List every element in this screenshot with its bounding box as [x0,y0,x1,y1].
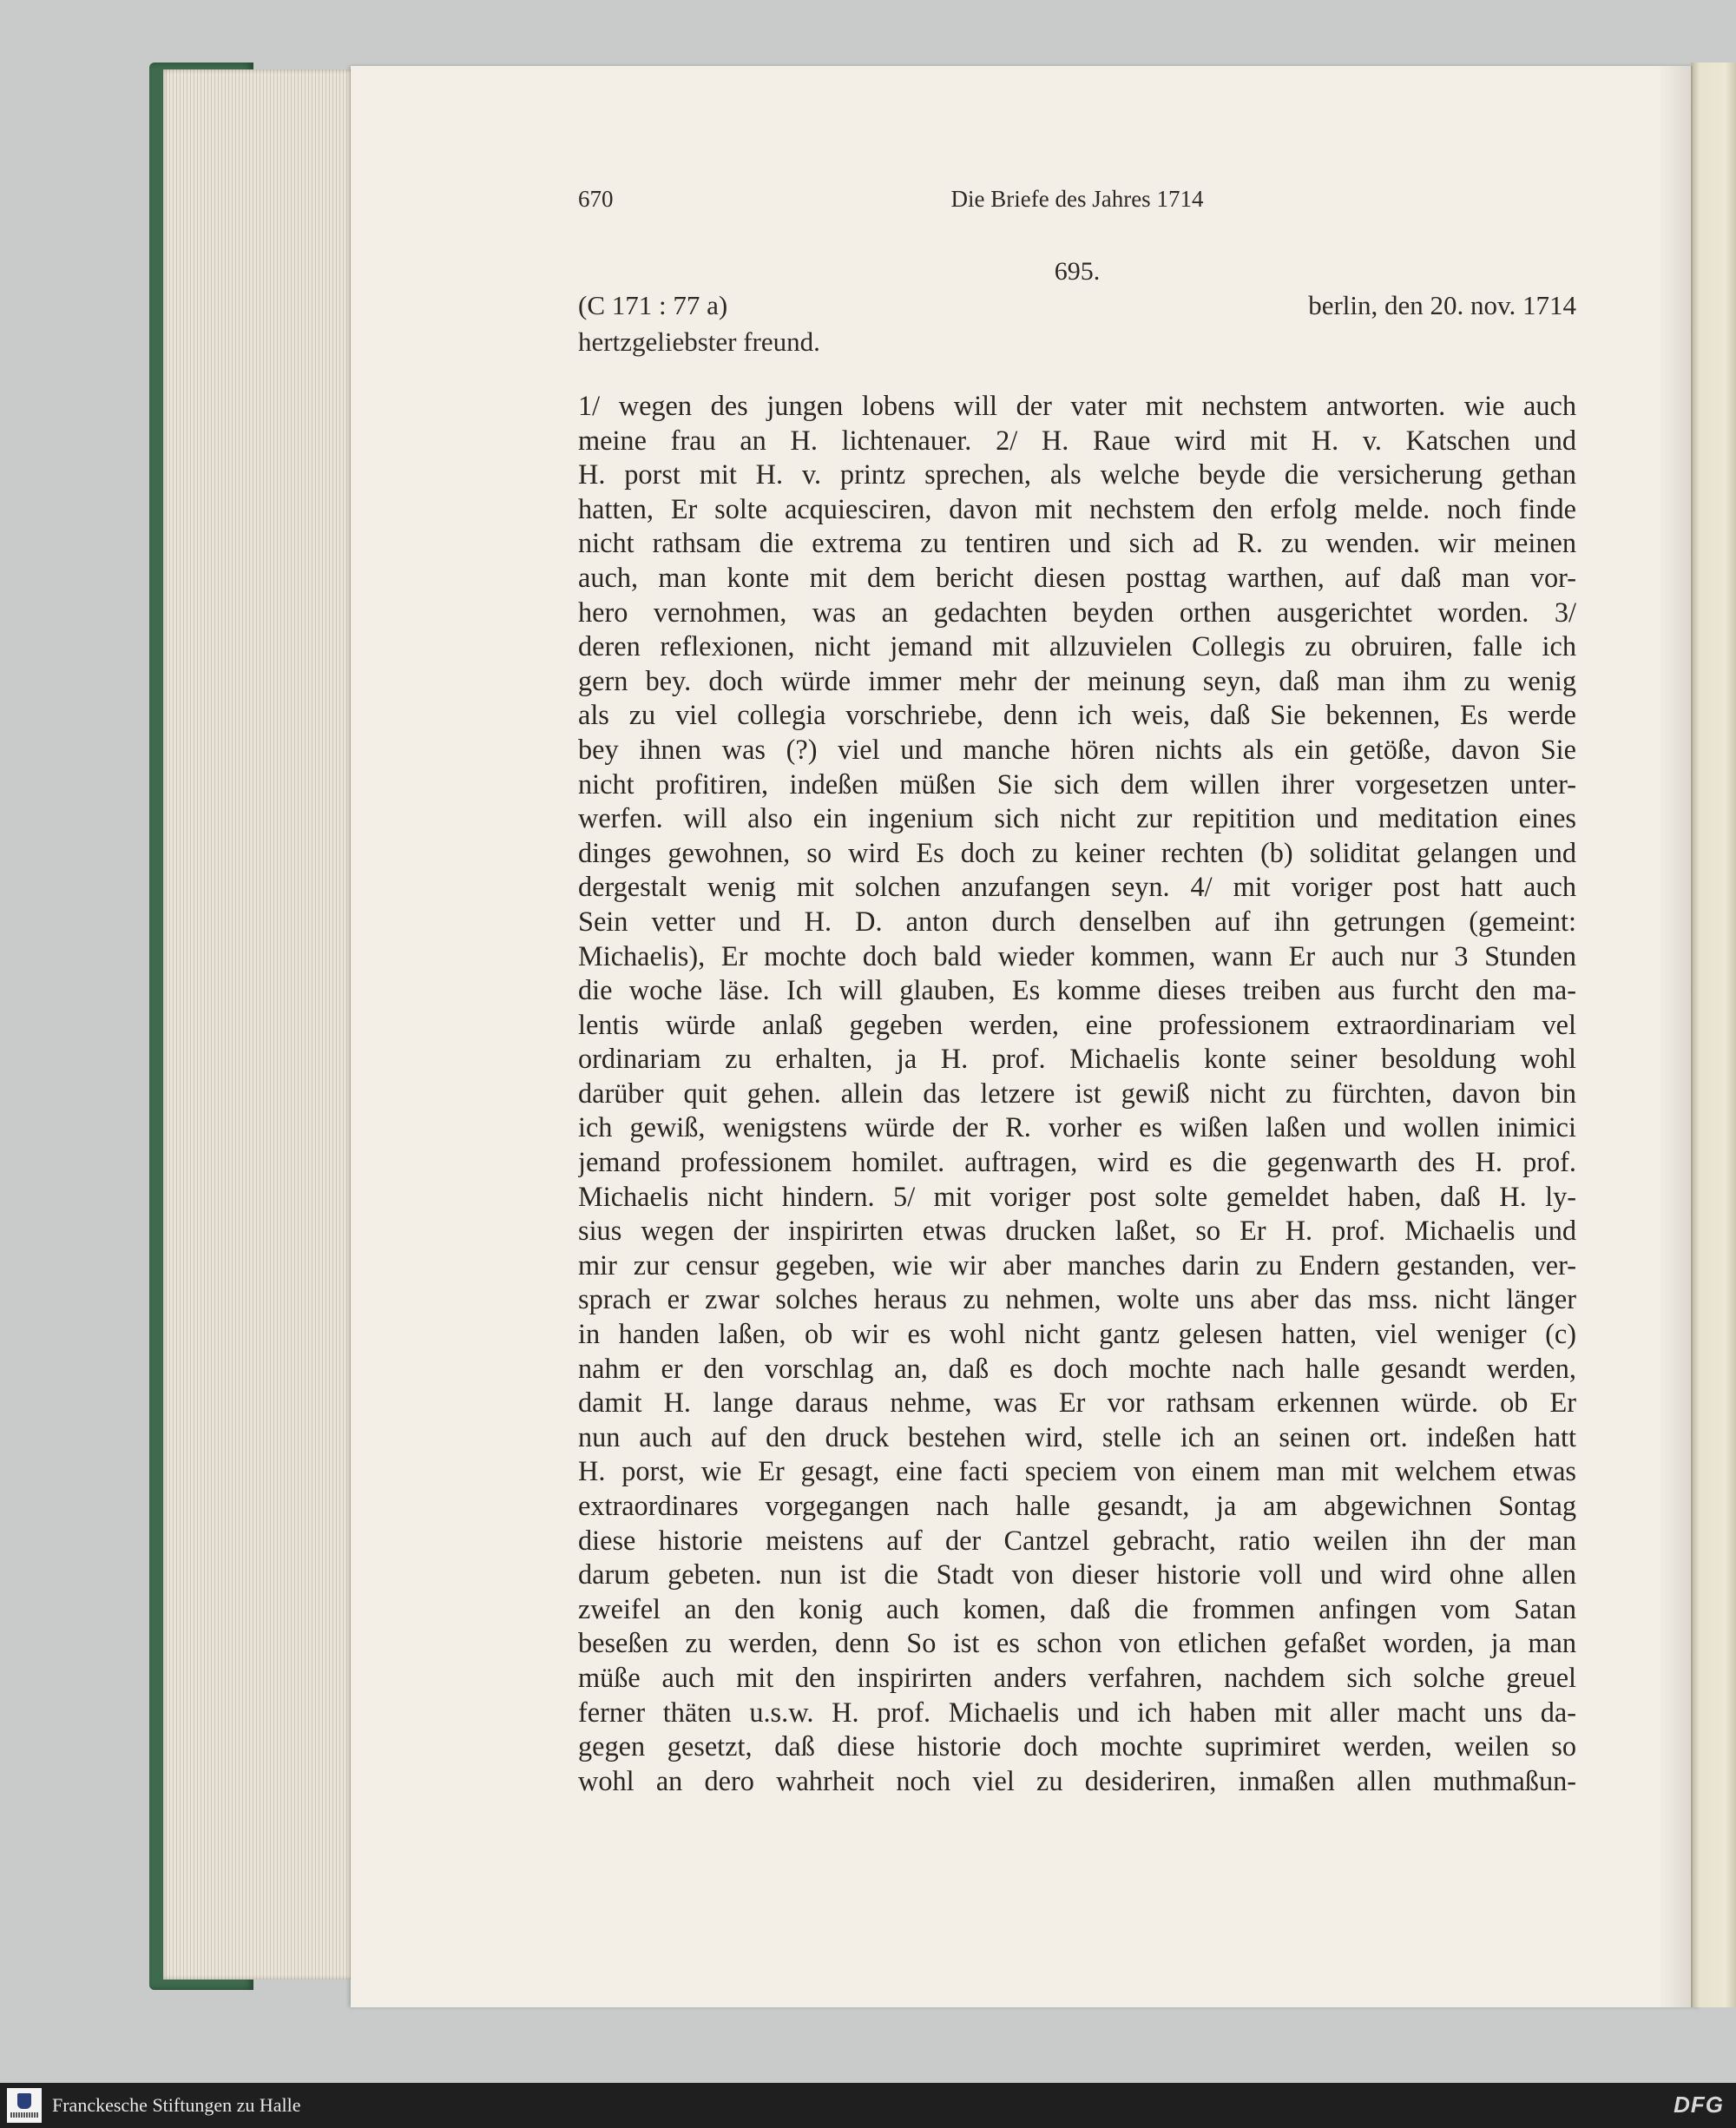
body-line: wohl an dero wahrheit noch viel zu desideriren, inmaßen allen muthmaßun- [578,1764,1576,1796]
letter-body [578,389,1576,1798]
body-line: Michaelis), Er mochte doch bald wieder kommen, wann Er auch nur 3 Stunden [578,939,1576,972]
body-line: mir zur censur gegeben, wie wir aber manches darin zu Endern gestanden, ver- [578,1248,1576,1281]
body-line: ordinariam zu erhalten, ja H. prof. Michaelis konte seiner besoldung wohl [578,1043,1576,1075]
letter-meta [578,290,1576,328]
logo-emblem [17,2093,31,2109]
body-line: gern bey. doch würde immer mehr der meinung seyn, daß man ihm zu wenig [578,664,1576,696]
body-line: deren reflexionen, nicht jemand mit allzuvielen Collegis zu obruiren, falle ich [578,630,1576,662]
body-line: meine frau an H. lichtenauer. 2/ H. Raue wird mit H. v. Katschen und [578,424,1576,456]
body-line: bey ihnen was (?) viel und manche hören nichts als ein getöße, davon Sie [578,733,1576,765]
page-edges [163,69,363,1980]
body-line: nun auch auf den druck bestehen wird, stelle ich an seinen ort. indeßen hatt [578,1420,1576,1453]
body-line: Michaelis nicht hindern. 5/ mit voriger post solte gemeldet haben, daß H. ly- [578,1180,1576,1212]
body-line: als zu viel collegia vorschriebe, denn ich weis, daß Sie bekennen, Es werde [578,699,1576,731]
facing-page-edge [1691,63,1736,2007]
body-line: ich gewiß, wenigstens würde der R. vorher es wißen laßen und wollen inimici [578,1111,1576,1143]
body-line: auch, man konte mit dem bericht diesen posttag warthen, auf daß man vor- [578,561,1576,593]
body-line: zweifel an den konig auch komen, daß die frommen anfingen vom Satan [578,1592,1576,1624]
francke-logo-icon [7,2088,42,2123]
body-line: lentis würde anlaß gegeben werden, eine professionem extraordinariam vel [578,1008,1576,1040]
body-line: nicht profitiren, indeßen müßen Sie sich dem willen ihrer vorgesetzen unter- [578,768,1576,800]
body-line: hero vernohmen, was an gedachten beyden orthen ausgerichtet worden. 3/ [578,596,1576,628]
body-line: sprach er zwar solches heraus zu nehmen, wolte uns aber das mss. nicht länger [578,1283,1576,1315]
footer-bar [0,2083,1736,2128]
place-date: berlin, den 20. nov. 1714 [1308,290,1576,320]
body-line: extraordinares vorgegangen nach halle gesandt, ja am abgewichnen Sontag [578,1490,1576,1521]
body-line: dergestalt wenig mit solchen anzufangen seyn. 4/ mit voriger post hatt auch [578,871,1576,903]
body-line: sius wegen der inspirirten etwas drucken laßet, so Er H. prof. Michaelis und [578,1215,1576,1247]
running-title: Die Briefe des Jahres 1714 [950,186,1204,212]
body-line: in handen laßen, ob wir es wohl nicht gantz gelesen hatten, viel weniger (c) [578,1318,1576,1350]
body-line: diese historie meistens auf der Cantzel gebracht, ratio weilen ihn der man [578,1524,1576,1556]
body-line: hatten, Er solte acquiesciren, davon mit nechstem den erfolg melde. noch finde [578,492,1576,524]
body-line: H. porst mit H. v. printz sprechen, als welche beyde die versicherung gethan [578,458,1576,491]
body-line: darum gebeten. nun ist die Stadt von dieser historie voll und wird ohne allen [578,1558,1576,1591]
institution-name: Franckesche Stiftungen zu Halle [52,2094,301,2116]
body-line: damit H. lange daraus nehme, was Er vor rathsam erkennen würde. ob Er [578,1387,1576,1419]
body-line: gegen gesetzt, daß diese historie doch mochte suprimiret werden, weilen so [578,1730,1576,1762]
body-line: Sein vetter und H. D. anton durch denselben auf ihn getrungen (gemeint: [578,905,1576,937]
body-line: die woche läse. Ich will glauben, Es komme dieses treiben aus furcht den ma- [578,974,1576,1006]
body-line: ferner thäten u.s.w. H. prof. Michaelis und ich haben mit aller macht uns da- [578,1696,1576,1728]
body-line: beseßen zu werden, denn So ist es schon von etlichen gefaßet worden, ja man [578,1627,1576,1659]
body-line: nicht rathsam die extrema zu tentiren und sich ad R. zu wenden. wir meinen [578,527,1576,559]
body-line: darüber quit gehen. allein das letzere ist gewiß nicht zu fürchten, davon bin [578,1077,1576,1109]
source-reference: (C 171 : 77 a) [578,290,728,320]
body-line: müße auch mit den inspirirten anders verfahren, nachdem sich solche greuel [578,1661,1576,1693]
gutter-shadow [1658,66,1693,2007]
logo-caption [10,2112,38,2118]
body-line: 1/ wegen des jungen lobens will der vater mit nechstem antworten. wie auch [578,390,1576,421]
body-line: werfen. will also ein ingenium sich nicht zur repitition und meditation eines [578,802,1576,834]
running-head [578,186,1576,224]
body-line: dinges gewohnen, so wird Es doch zu keiner rechten (b) soliditat gelangen und [578,836,1576,868]
body-line: H. porst, wie Er gesagt, eine facti speciem von einem man mit welchem etwas [578,1455,1576,1487]
letter-number: 695. [1054,257,1101,286]
body-line: nahm er den vorschlag an, daß es doch mochte nach halle gesandt werden, [578,1352,1576,1384]
dfg-badge: DFG [1674,2092,1724,2118]
salutation: hertzgeliebster freund. [578,326,820,357]
body-line: jemand professionem homilet. auftragen, wird es die gegenwarth des H. prof. [578,1146,1576,1178]
page-number: 670 [578,186,614,212]
